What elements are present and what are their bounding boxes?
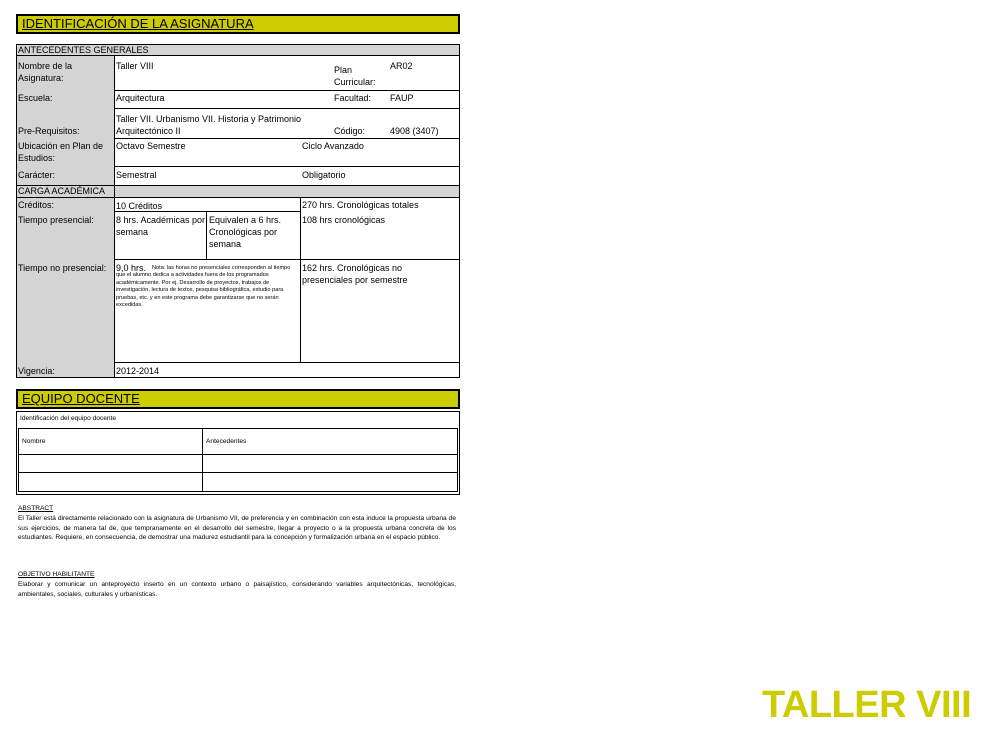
presencial-value: 8 hrs. Académicas por semana [116,215,206,237]
codigo-label: Código: [334,126,366,136]
objetivo-title: OBJETIVO HABILITANTE [18,571,95,578]
escuela-label: Escuela: [18,93,53,103]
rule [18,472,458,473]
rule [18,454,458,455]
cronologicas-value: 108 hrs cronológicas [302,215,386,225]
section-header-identificacion [16,14,460,34]
no-presenciales-total: 162 hrs. Cronológicas no presenciales por semestre [302,263,408,285]
rule [114,56,115,377]
rule [114,259,460,260]
rule [300,198,301,362]
nombre-label: Nombre de la Asignatura: [18,61,73,83]
facultad-value: FAUP [390,93,414,103]
equipo-identificacion: Identificación del equipo docente [20,415,117,422]
no-presencial-label: Tiempo no presencial: [18,263,107,273]
plan-label: Plan Curricular: [334,65,376,87]
rule [114,362,460,363]
escuela-value: Arquitectura [116,93,165,103]
vigencia-value: 2012-2014 [116,366,160,376]
rule [114,166,460,167]
creditos-value: 10 Créditos [116,201,163,211]
objetivo-text: Elaborar y comunicar un anteproyecto inserto en un contexto urbano o paisajístico, considerando variables arquitectónicas, tecnológicas, ambientales, sociales, culturales y urbanísticas. [18,581,456,598]
vigencia-label: Vigencia: [18,366,55,376]
ciclo-value: Ciclo Avanzado [302,141,364,151]
general-heading: ANTECEDENTES GENERALES [18,45,149,55]
antecedentes-column-header: Antecedentes [206,438,247,445]
nota-text: Nota: las horas no presenciales corresponden al tiempo que el alumno dedica a actividades fuera de los programados académicamente. Por ej. Desarrollo de proyectos, trabajos de investigación, lectura de textos, pesquisa bibliográfica, estudio para pruebas, etc. y en este programa debe garantizarse que no serán excedidas. [116,265,291,309]
ubicacion-label: Ubicación en Plan de Estudios: [18,141,104,163]
abstract-text: El Taller está directamente relacionado con la asignatura de Urbanismo VII, de preferencia y en combinación con esta induce la propuesta urbana de sus ejercicios, de manera tal de, que tempranamente en el desarrollo del semestre, llegar a proyecto o a la propuesta urbana concreta de los estudiantes. Requiere, en consecuencia, de demostrar una madurez estudiantil para la concepción y formalización urbana en el espacio público. [18,515,456,542]
facultad-label: Facultad: [334,93,372,103]
equivalen-value: Equivalen a 6 hrs. Cronológicas por semana [209,215,282,249]
codigo-value: 4908 (3407) [390,126,439,136]
abstract-title: ABSTRACT [18,505,54,512]
rule [114,108,460,109]
section-header-equipo [16,389,460,409]
section-title: EQUIPO DOCENTE [22,391,140,406]
rule [114,138,460,139]
caracter-value: Semestral [116,170,157,180]
presencial-label: Tiempo presencial: [18,215,94,225]
nombre-value: Taller VIII [116,61,154,71]
carga-heading: CARGA ACADÉMICA [18,186,106,196]
caracter-label: Carácter: [18,170,56,180]
creditos-label: Créditos: [18,200,55,210]
rule [202,428,203,492]
prereq-label: Pre-Requisitos: [18,126,80,136]
prereq-value: Taller VII. Urbanismo VII. Historia y Patrimonio Arquitectónico II [116,114,302,136]
plan-value: AR02 [390,61,413,71]
nombre-column-header: Nombre [22,438,46,445]
no-presencial-value: 9,0 hrs. [116,263,147,273]
obligatorio-value: Obligatorio [302,170,346,180]
total-hrs: 270 hrs. Cronológicas totales [302,200,419,210]
section-title: IDENTIFICACIÓN DE LA ASIGNATURA [22,16,254,31]
rule [114,90,460,91]
footer-title: TALLER VIII [762,684,972,726]
ubicacion-value: Octavo Semestre [116,141,186,151]
rule [206,211,207,259]
